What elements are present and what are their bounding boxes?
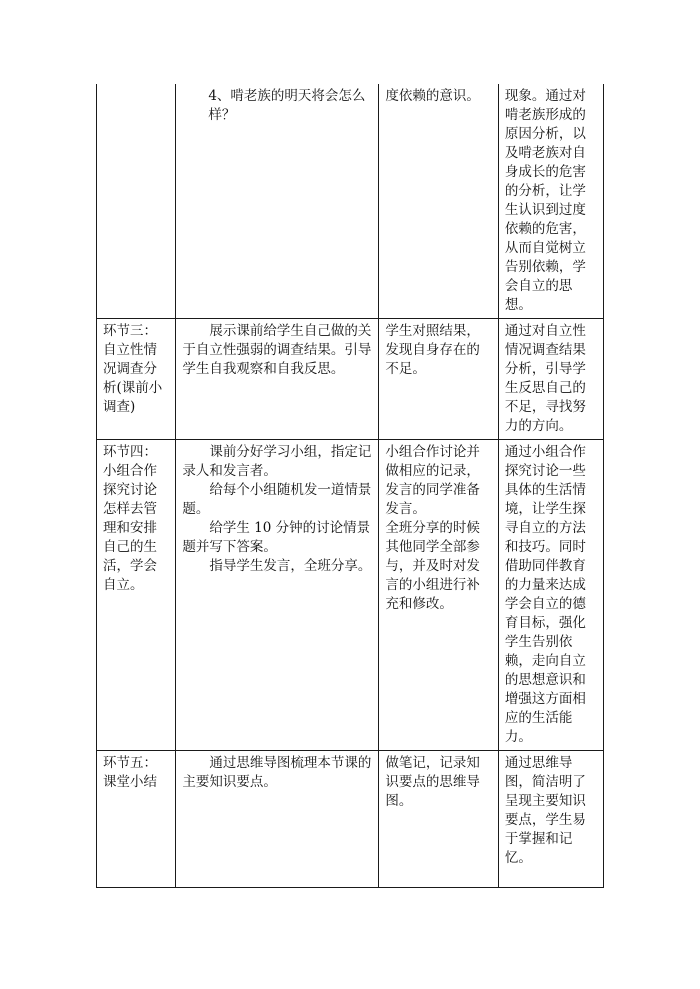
- student-activity-text: 做笔记，记录知识要点的思维导图。: [385, 755, 480, 809]
- table-row: [97, 440, 604, 751]
- teacher-activity-text: 课前分好学习小组，指定记录人和发言者。: [182, 444, 372, 479]
- stage-text: 环节三：自立性情况调查分析(课前小调查): [103, 323, 163, 415]
- student-activity-text: 小组合作讨论并做相应的记录，发言的同学准备发言。: [385, 444, 480, 517]
- teacher-activity-text: 通过思维导图梳理本节课的主要知识要点。: [182, 755, 372, 790]
- student-activity-cell: [379, 84, 499, 319]
- design-intent-text: 通过思维导图，简洁明了呈现主要知识要点，学生易于掌握和记忆。: [504, 755, 586, 866]
- design-intent-cell: [498, 319, 603, 440]
- stage-cell: [97, 319, 176, 440]
- table-row: [97, 751, 604, 888]
- design-intent-text: 现象。通过对啃老族形成的原因分析，以及啃老族对自身成长的危害的分析，让学生认识到过度依赖的危害，从而自觉树立告别依赖，学会自立的思想。: [504, 88, 586, 313]
- student-activity-text: 度依赖的意识。: [385, 88, 480, 104]
- table-row: [97, 84, 604, 319]
- teacher-activity-text: 指导学生发言，全班分享。: [209, 558, 372, 574]
- teacher-activity-text: 展示课前给学生自己做的关于自立性强弱的调查结果。引导学生自我观察和自我反思。: [182, 323, 372, 377]
- stage-cell: [97, 751, 176, 888]
- design-intent-cell: [498, 751, 603, 888]
- design-intent-text: 通过小组合作探究讨论一些具体的生活情境，让学生探寻自立的方法和技巧。同时借助同伴教育的力量来达成学会自立的德育目标，强化学生告别依赖，走向自立的思想意识和增强这方面相应的生活能力。: [504, 444, 586, 745]
- design-intent-cell: [498, 440, 603, 751]
- teacher-activity-cell: [176, 440, 379, 751]
- student-activity-text: 学生对照结果，发现自身存在的不足。: [385, 323, 480, 377]
- lesson-plan-table: [96, 84, 604, 888]
- design-intent-cell: [498, 84, 603, 319]
- student-activity-text: 全班分享的时候其他同学全部参与，并及时对发言的小组进行补充和修改。: [385, 520, 480, 612]
- student-activity-cell: [379, 751, 499, 888]
- table-row: [97, 319, 604, 440]
- student-activity-cell: [379, 319, 499, 440]
- teacher-activity-text: 给每个小组随机发一道情景题。: [182, 482, 372, 517]
- student-activity-cell: [379, 440, 499, 751]
- stage-cell: [97, 440, 176, 751]
- stage-text: 环节四：小组合作探究讨论怎样去管理和安排自己的生活，学会自立。: [103, 444, 157, 593]
- teacher-activity-cell: [176, 751, 379, 888]
- stage-text: 环节五：课堂小结: [103, 755, 157, 790]
- teacher-activity-text: 给学生 10 分钟的讨论情景题并写下答案。: [182, 520, 371, 555]
- stage-cell: [97, 84, 176, 319]
- teacher-activity-cell: [176, 319, 379, 440]
- design-intent-text: 通过对自立性情况调查结果分析，引导学生反思自己的不足，寻找努力的方向。: [504, 323, 586, 434]
- teacher-activity-text: 4、啃老族的明天将会怎么样？: [208, 88, 366, 123]
- teacher-activity-cell: [176, 84, 379, 319]
